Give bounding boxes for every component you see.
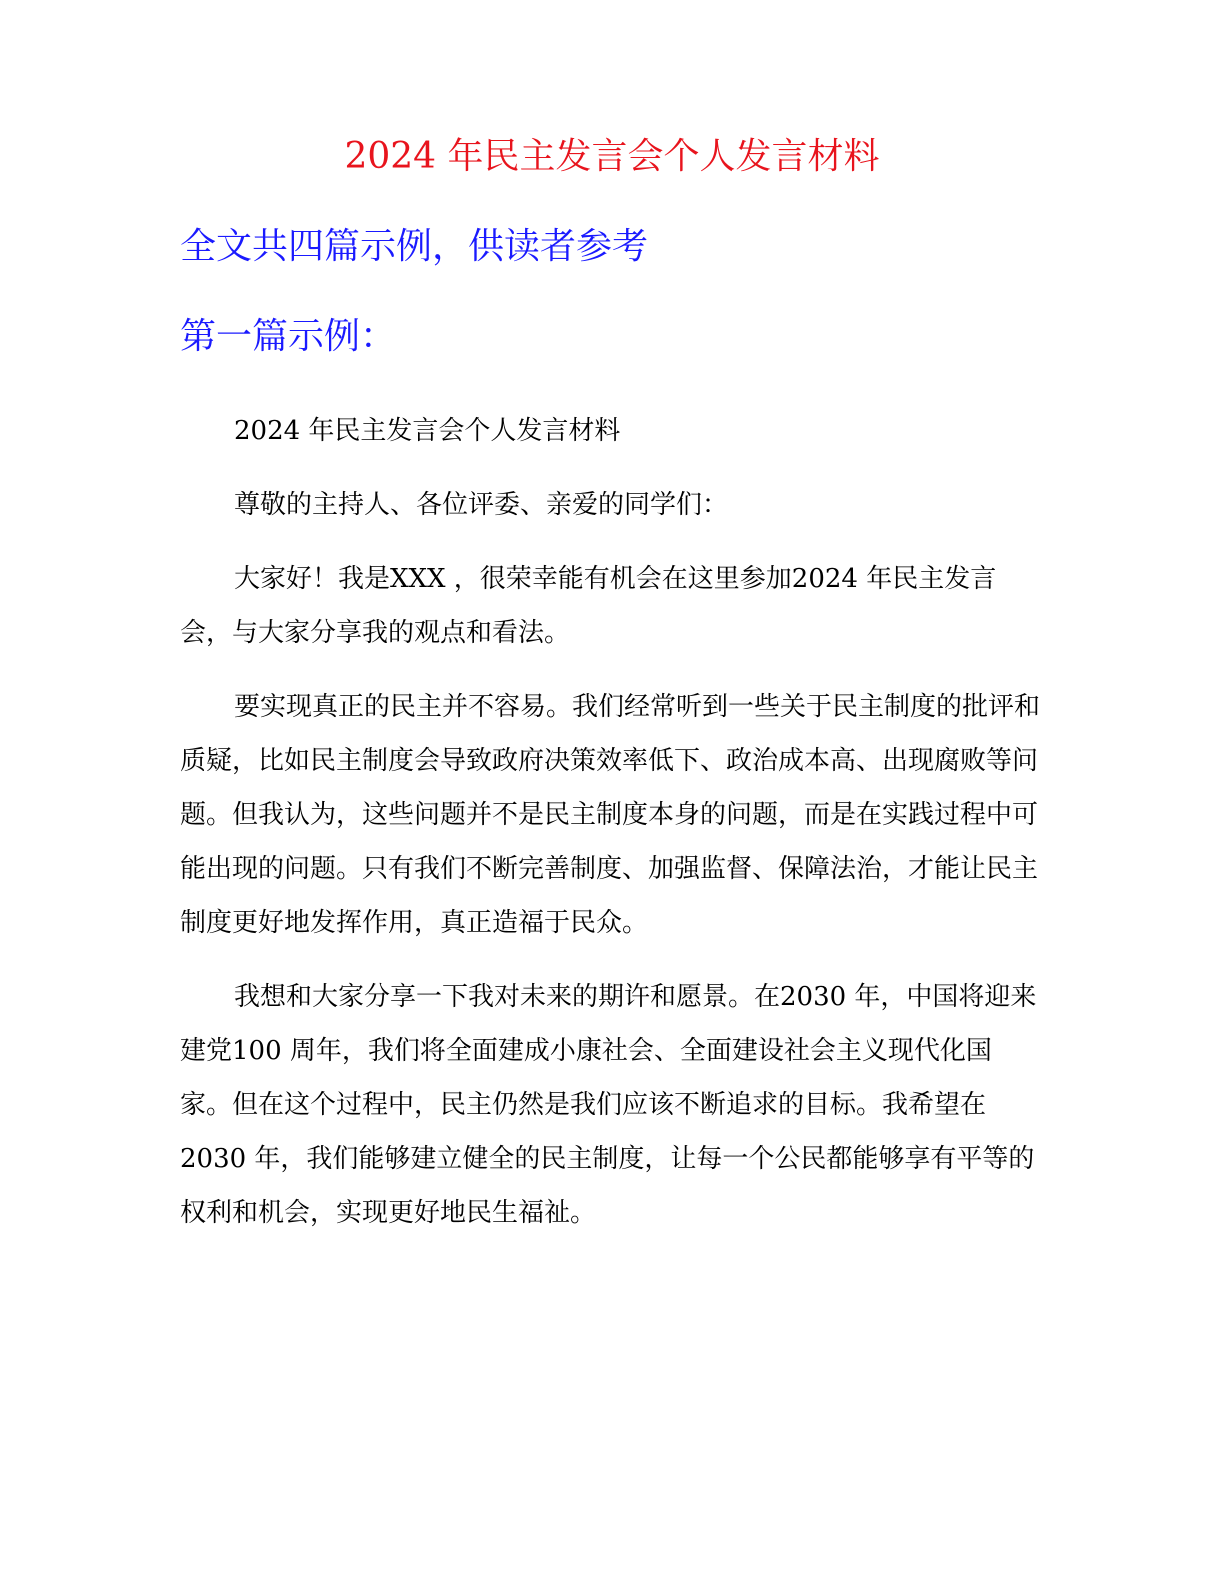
body-paragraph-title: 2024 年民主发言会个人发言材料 xyxy=(234,416,621,446)
document-title: 2024 年民主发言会个人发言材料 xyxy=(344,136,880,177)
body-paragraph-salutation: 尊敬的主持人、各位评委、亲爱的同学们： xyxy=(234,490,729,520)
example-heading: 第一篇示例： xyxy=(180,316,397,357)
intro-heading: 全文共四篇示例，供读者参考 xyxy=(180,226,649,267)
body-paragraph-vision: 我想和大家分享一下我对未来的期许和愿景。在2030 年，中国将迎来建党100 周年，我们将全面建成小康社会、全面建设社会主义现代化国家。但在这个过程中，民主仍然是我们应该不断追求的目标。我希望在2030 年，我们能够建立健全的民主制度，让每一个公民都能够享有平等的权利和机会，实现更好地民生福祉。 xyxy=(180,982,1037,1228)
body-paragraph-greeting: 大家好！我是XXX ，很荣幸能有机会在这里参加2024 年民主发言会，与大家分享我的观点和看法。 xyxy=(180,564,997,648)
body-paragraph-democracy: 要实现真正的民主并不容易。我们经常听到一些关于民主制度的批评和质疑，比如民主制度会导致政府决策效率低下、政治成本高、出现腐败等问题。但我认为，这些问题并不是民主制度本身的问题，而是在实践过程中可能出现的问题。只有我们不断完善制度、加强监督、保障法治，才能让民主制度更好地发挥作用，真正造福于民众。 xyxy=(180,692,1041,938)
document-body xyxy=(180,404,1042,1260)
